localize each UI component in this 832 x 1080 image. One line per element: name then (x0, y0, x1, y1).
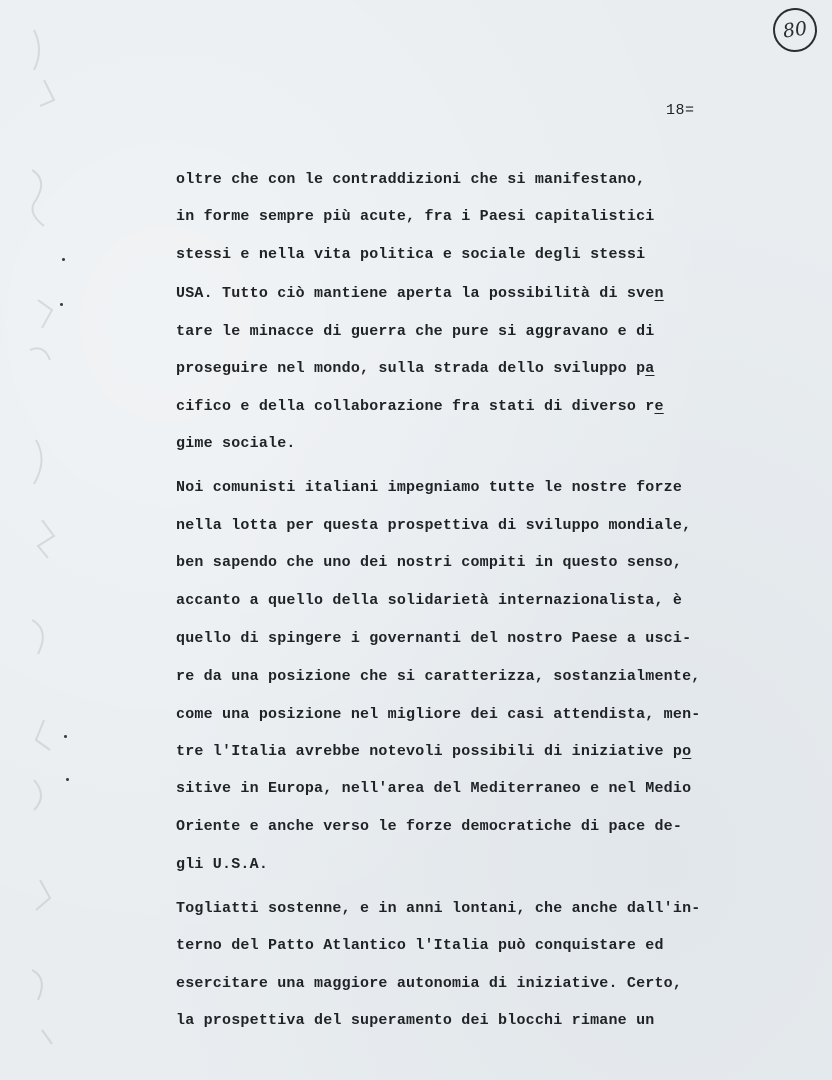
text-line (176, 245, 645, 265)
text-line (176, 855, 268, 875)
text-segment: terno del Patto Atlantico l'Italia può conquistare ed (176, 937, 664, 954)
margin-dot (66, 778, 69, 781)
text-segment: gli U.S.A. (176, 856, 269, 873)
text-segment: sitive in Europa, nell'area del Mediterraneo e nel Medio (176, 780, 692, 797)
text-line (176, 974, 682, 994)
underlined-syllable: e (654, 398, 664, 415)
text-segment: USA. Tutto ciò mantiene aperta la possibilità di sve (176, 285, 655, 302)
archive-number-stamp: 80 (770, 5, 820, 55)
text-line (176, 936, 664, 956)
text-line (176, 207, 654, 227)
underlined-syllable: a (645, 360, 655, 377)
text-segment: ben sapendo che uno dei nostri compiti in questo senso, (176, 554, 683, 571)
text-line (176, 516, 691, 536)
text-segment: in forme sempre più acute, fra i Paesi capitalistici (176, 208, 655, 225)
text-line (176, 170, 645, 190)
page-number: 18= (666, 102, 695, 119)
text-segment: tre l'Italia avrebbe notevoli possibili di iniziative p (176, 743, 683, 760)
text-line (176, 742, 691, 762)
text-segment: tare le minacce di guerra che pure si aggravano e di (176, 323, 655, 340)
text-segment: cifico e della collaborazione fra stati di diverso r (176, 398, 655, 415)
show-through-marks (14, 20, 74, 1060)
text-segment: come una posizione nel migliore dei casi attendista, men- (176, 706, 701, 723)
text-line (176, 629, 691, 649)
text-segment: gime sociale. (176, 435, 296, 452)
text-line (176, 705, 700, 725)
text-line (176, 667, 700, 687)
margin-dot (64, 735, 67, 738)
text-segment: Oriente e anche verso le forze democratiche di pace de- (176, 818, 683, 835)
text-segment: stessi e nella vita politica e sociale degli stessi (176, 246, 646, 263)
text-line (176, 359, 654, 379)
text-line (176, 553, 682, 573)
text-line (176, 322, 654, 342)
text-line (176, 591, 682, 611)
text-line (176, 397, 664, 417)
text-line (176, 1011, 654, 1031)
text-line (176, 899, 700, 919)
text-line (176, 817, 682, 837)
text-segment: Noi comunisti italiani impegniamo tutte le nostre forze (176, 479, 683, 496)
text-segment: nella lotta per questa prospettiva di sviluppo mondiale, (176, 517, 692, 534)
text-line (176, 284, 664, 304)
text-segment: esercitare una maggiore autonomia di iniziative. Certo, (176, 975, 683, 992)
text-segment: re da una posizione che si caratterizza, sostanzialmente, (176, 668, 701, 685)
text-line (176, 434, 296, 454)
margin-dot (62, 258, 65, 261)
text-segment: oltre che con le contraddizioni che si manifestano, (176, 171, 646, 188)
text-segment: Togliatti sostenne, e in anni lontani, che anche dall'in- (176, 900, 701, 917)
margin-dot (60, 303, 63, 306)
text-segment: accanto a quello della solidarietà internazionalista, è (176, 592, 683, 609)
text-segment: quello di spingere i governanti del nostro Paese a usci- (176, 630, 692, 647)
text-line (176, 779, 691, 799)
underlined-syllable: n (654, 285, 664, 302)
text-line (176, 478, 682, 498)
underlined-syllable: o (682, 743, 692, 760)
text-segment: la prospettiva del superamento dei blocchi rimane un (176, 1012, 655, 1029)
text-segment: proseguire nel mondo, sulla strada dello sviluppo p (176, 360, 646, 377)
